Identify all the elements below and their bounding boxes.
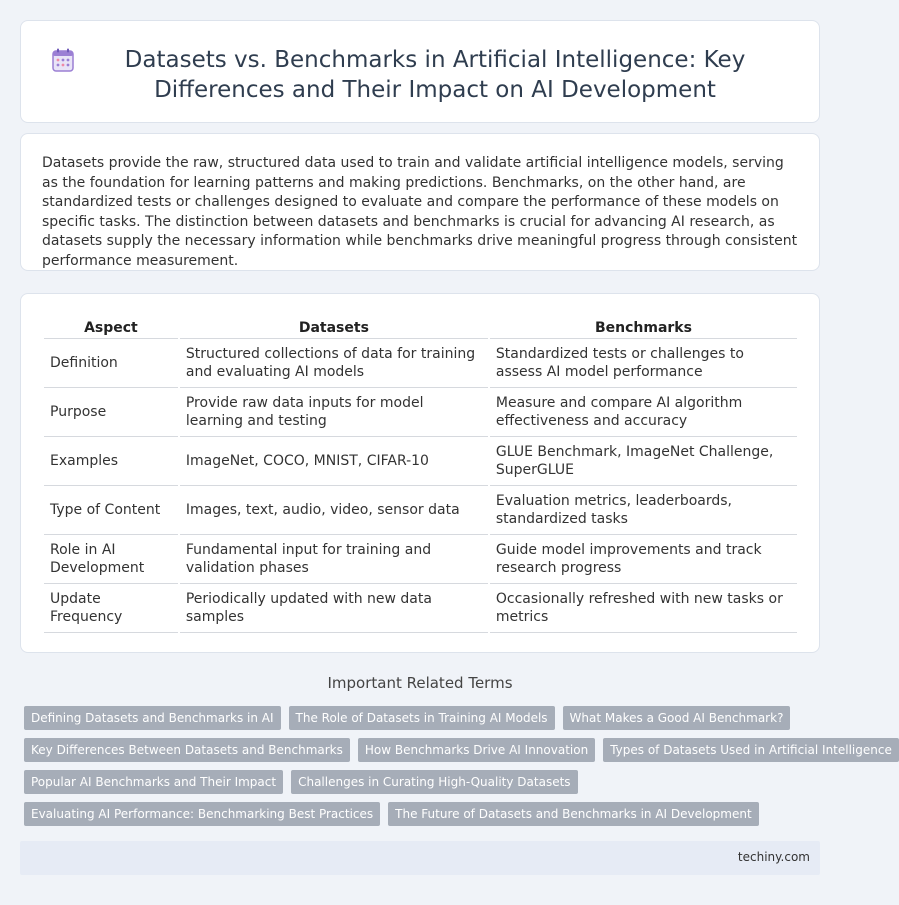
table-cell-benchmarks: Standardized tests or challenges to assess AI model performance [490,339,797,388]
table-cell-aspect: Definition [44,339,178,388]
related-term-tag[interactable]: The Future of Datasets and Benchmarks in AI Development [388,802,759,826]
table-cell-aspect: Examples [44,437,178,486]
table-cell-benchmarks: Measure and compare AI algorithm effectiveness and accuracy [490,388,797,437]
tag-row [24,706,824,730]
table-row [44,535,797,584]
table-cell-benchmarks: Occasionally refreshed with new tasks or metrics [490,584,797,633]
table-cell-aspect: Update Frequency [44,584,178,633]
related-term-tag[interactable]: How Benchmarks Drive AI Innovation [358,738,595,762]
comparison-table [42,316,799,633]
table-cell-benchmarks: GLUE Benchmark, ImageNet Challenge, SuperGLUE [490,437,797,486]
related-term-tag[interactable]: What Makes a Good AI Benchmark? [563,706,791,730]
table-header-row [44,316,797,339]
related-term-tag[interactable]: Key Differences Between Datasets and Benchmarks [24,738,350,762]
related-term-tag[interactable]: Defining Datasets and Benchmarks in AI [24,706,281,730]
footer-site-name[interactable]: techiny.com [737,850,810,864]
table-row [44,437,797,486]
tag-row [24,738,892,762]
comparison-table-card [20,293,820,653]
intro-paragraph: Datasets provide the raw, structured data used to train and validate artificial intelligence models, serving as the foundation for learning patterns and making predictions. Benchmarks, on the other hand, are standardized tests or challenges designed to evaluate and compare the performance of these models on specific tasks. The distinction between datasets and benchmarks is crucial for advancing AI research, as datasets supply the necessary information while benchmarks drive meaningful progress through consistent performance measurement. [42,155,798,269]
table-cell-aspect: Purpose [44,388,178,437]
table-row [44,388,797,437]
table-cell-benchmarks: Evaluation metrics, leaderboards, standardized tasks [490,486,797,535]
page-title: Datasets vs. Benchmarks in Artificial Intelligence: Key Differences and Their Impact on AI Development [124,47,746,103]
related-term-tag[interactable]: Types of Datasets Used in Artificial Intelligence [603,738,899,762]
tag-row [24,770,824,794]
table-row [44,339,797,388]
related-terms-title: Important Related Terms [327,674,513,692]
table-cell-benchmarks: Guide model improvements and track research progress [490,535,797,584]
related-term-tag[interactable]: Evaluating AI Performance: Benchmarking Best Practices [24,802,380,826]
header-benchmarks: Benchmarks [490,316,797,339]
intro-card [20,133,820,271]
table-cell-datasets: ImageNet, COCO, MNIST, CIFAR-10 [180,437,488,486]
related-term-tag[interactable]: The Role of Datasets in Training AI Models [289,706,555,730]
header-aspect: Aspect [44,316,178,339]
related-term-tag[interactable]: Challenges in Curating High-Quality Datasets [291,770,577,794]
table-row [44,486,797,535]
tag-row [24,802,824,826]
table-cell-datasets: Images, text, audio, video, sensor data [180,486,488,535]
header-card [20,20,820,123]
footer [20,841,820,875]
related-term-tag[interactable]: Popular AI Benchmarks and Their Impact [24,770,283,794]
table-cell-aspect: Role in AI Development [44,535,178,584]
header-datasets: Datasets [180,316,488,339]
table-cell-datasets: Structured collections of data for training and evaluating AI models [180,339,488,388]
related-terms-list [24,706,892,834]
table-cell-datasets: Provide raw data inputs for model learning and testing [180,388,488,437]
table-cell-aspect: Type of Content [44,486,178,535]
table-cell-datasets: Fundamental input for training and validation phases [180,535,488,584]
table-row [44,584,797,633]
table-cell-datasets: Periodically updated with new data samples [180,584,488,633]
